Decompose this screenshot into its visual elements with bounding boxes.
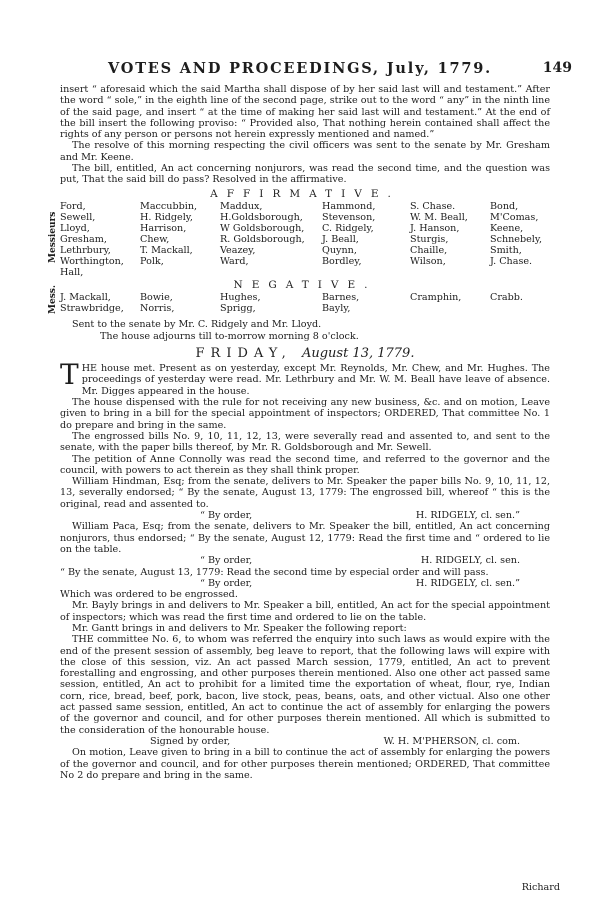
signature-line: “ By order, H. RIDGELY, cl. sen.” [200,510,520,522]
body-paragraph: William Hindman, Esq; from the senate, delivers to Mr. Speaker the paper bills No. 9, 10, 11, 12, 13, severally endorsed; “ By the senate, August 13, 1779: The engrossed bill, whereof “ this is the original, read and assented to. [60,476,550,510]
signature-line: Signed by order, W. H. M'PHERSON, cl. com. [150,735,520,747]
body-paragraph: Which was ordered to be engrossed. [60,589,238,601]
vote-column: Bowie, Norris, [140,292,175,315]
negative-list [48,285,550,316]
affirmative-list [48,200,550,279]
body-paragraph: William Paca, Esq; from the senate, delivers to Mr. Speaker the bill, entitled, An act concerning nonjurors, thus endorsed; “ By the senate, August 12, 1779: Read the first time and “ ordered to lie on the table. [60,521,550,555]
negative-label: Mess. [48,285,58,315]
intro-paragraph-3: The bill, entitled, An act concerning nonjurors, was read the second time, and the question was put, That the said bill do pass? Resolved in the affirmative. [60,163,550,186]
negative-heading: NEGATIVE. [233,278,377,291]
vote-column: Hughes, Sprigg, [220,292,261,315]
body-paragraph: The house dispensed with the rule for not receiving any new business, &c. and on motion, Leave given to bring in a bill for the special appointment of inspectors; ORDERED, That committee No. 1 do prepare and bring in the same. [60,397,550,431]
vote-column: S. Chase. W. M. Beall, J. Hanson, Sturgis, Chaille, Wilson, [410,200,468,267]
vote-column: Cramphin, [410,292,462,304]
sent-note: Sent to the senate by Mr. C. Ridgely and Mr. Lloyd. [72,319,322,331]
catchword: Richard [521,882,560,893]
drop-cap: T [60,358,79,392]
vote-column: Hammond, Stevenson, C. Ridgely, J. Beall, Quynn, Bordley, [322,200,376,267]
section-day: FRIDAY, [195,345,292,361]
vote-column: Maccubbin, H. Ridgely, Harrison, Chew, T. Mackall, Polk, [140,200,198,267]
section-date: August 13, 1779. [301,345,415,361]
signature-line: “ By order, H. RIDGELY, cl. sen. [200,555,520,567]
page-text [48,84,550,781]
affirmative-label: Messieurs [48,211,58,263]
vote-column: Ford, Sewell, Lloyd, Gresham, Lethrbury, Worthington, Hall, [60,200,124,278]
body-paragraph: THE house met. Present as on yesterday, except Mr. Reynolds, Mr. Chew, and Mr. Hughes. The proceedings of yesterday were read. Mr. Lethrbury and Mr. W. M. Beall have leave of absence. Mr. Digges appeared in the house. [60,358,550,397]
running-header: VOTES AND PROCEEDINGS, July, 1779. [107,60,493,77]
signature-line: “ By order, H. RIDGELY, cl. sen.” [200,577,520,589]
vote-column: Maddux, H.Goldsborough, W Goldsborough, R. Goldsborough, Veazey, Ward, [220,200,305,267]
body-paragraph: The engrossed bills No. 9, 10, 11, 12, 13, were severally read and assented to, and sent to the senate, with the paper bills thereof, by Mr. R. Goldsborough and Mr. Sewell. [60,430,550,454]
body-paragraph: On motion, Leave given to bring in a bill to continue the act of assembly for enlarging the powers of the governor and council, and for other purposes therein mentioned; ORDERED, That committee No 2 do prepare and bring in the same. [60,747,550,781]
vote-column: Barnes, Bayly, [322,292,360,315]
vote-column: Crabb. [490,292,523,304]
section-title [60,345,550,361]
vote-column: J. Mackall, Strawbridge, [60,292,124,315]
vote-column: Bond, M'Comas, Keene, Schnebely, Smith, J. Chase. [490,200,543,267]
body-paragraph: The petition of Anne Connolly was read the second time, and referred to the governor and the council, with powers to act therein as they shall think proper. [60,453,550,476]
body-paragraph: “ By the senate, August 13, 1779: Read the second time by especial order and will pass. [60,566,489,578]
affirmative-heading: AFFIRMATIVE. [210,187,400,200]
committee-report: THE committee No. 6, to whom was referred the enquiry into such laws as would expire with the end of the present session of assembly, beg leave to report, that the following laws will expire with the close of this session, viz. An act passed March session, 1779, entitled, An act to prevent forestalling and engrossing, and other purposes therein mentioned. Also one other act passed same session, entitled, An act to prohibit for a limited time the exportation of wheat, flour, rye, Indian corn, rice, bread, beef, pork, bacon, live stock, peas, beans, oats, and other victual. Also one other act passed same session, entitled, An act to continue the act of assembly for enlarging the powers of the governor and council, and for other purposes therein mentioned. All which is submitted to the consideration of the honourable house. [60,634,550,736]
body-paragraph: Mr. Bayly brings in and delivers to Mr. Speaker a bill, entitled, An act for the special appointment of inspectors; which was read the first time and ordered to lie on the table. [60,600,550,623]
body-paragraph: Mr. Gantt brings in and delivers to Mr. Speaker the following report: [72,622,407,634]
intro-paragraph-2: The resolve of this morning respecting the civil officers was sent to the senate by Mr. Gresham and Mr. Keene. [60,140,550,163]
intro-paragraph-1: insert “ aforesaid which the said Martha shall dispose of by her said last will and testament.” After the word “ sole,” in the eighth line of the second page, strike out to the word “ any” in the ninth line of the said page, and insert “ at the time of making her said last will and testament.” At the end of the bill insert the following proviso: “ Provided also, That nothing herein contained shall affect the rights of any person or persons not herein expressly mentioned and named.” [60,84,550,141]
page-number: 149 [542,60,572,76]
adjourn-note: The house adjourns till to-morrow morning 8 o'clock. [100,330,359,342]
